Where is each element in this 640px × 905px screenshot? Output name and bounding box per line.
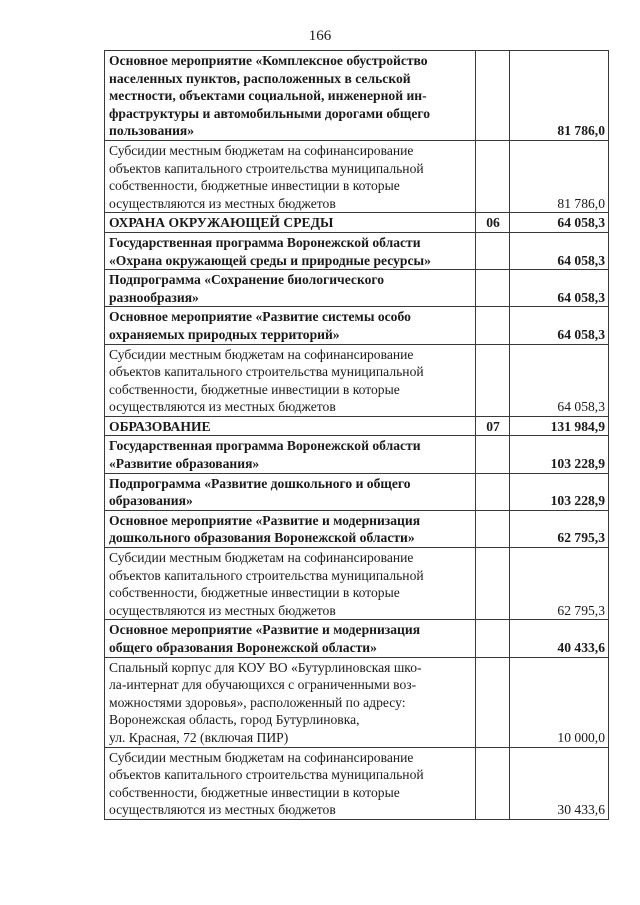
row-name: Субсидии местным бюджетам на софинансирование объектов капитального строительства муниципальной собственности, бюджетные инвестиции в которые осуществляются из местных бюджетов [105,140,476,212]
row-name: Основное мероприятие «Развитие системы особо охраняемых природных территорий» [105,307,476,344]
table-row [105,657,609,747]
row-code [476,232,510,269]
table-row [105,270,609,307]
row-code [476,344,510,416]
row-amount: 64 058,3 [510,307,609,344]
page-number: 166 [308,28,332,44]
row-code [476,51,510,141]
section-row [105,416,609,436]
table-row [105,473,609,510]
table-row [105,548,609,620]
row-code [476,657,510,747]
row-name: Государственная программа Воронежской области «Охрана окружающей среды и природные ресурсы» [105,232,476,269]
section-row [105,213,609,233]
section-code: 06 [476,213,510,233]
row-amount: 30 433,6 [510,747,609,819]
row-amount: 103 228,9 [510,436,609,473]
section-title: ОБРАЗОВАНИЕ [105,416,476,436]
row-amount: 62 795,3 [510,548,609,620]
row-code [476,270,510,307]
row-name: Субсидии местным бюджетам на софинансирование объектов капитального строительства муниципальной собственности, бюджетные инвестиции в которые осуществляются из местных бюджетов [105,747,476,819]
row-name: Подпрограмма «Развитие дошкольного и общего образования» [105,473,476,510]
row-code [476,140,510,212]
row-code [476,307,510,344]
row-code [476,436,510,473]
table-row [105,620,609,657]
table-row [105,140,609,212]
row-amount: 40 433,6 [510,620,609,657]
row-name: Спальный корпус для КОУ ВО «Бутурлиновская шко- ла-интернат для обучающихся с ограниченными воз- можностями здоровья», расположенный по адресу: Воронежская область, город Бутурлиновка, ул. Красная, 72 (включая ПИР) [105,657,476,747]
section-amount: 131 984,9 [510,416,609,436]
row-amount: 62 795,3 [510,510,609,547]
row-code [476,510,510,547]
section-title: ОХРАНА ОКРУЖАЮЩЕЙ СРЕДЫ [105,213,476,233]
row-amount: 64 058,3 [510,232,609,269]
table-row [105,307,609,344]
row-name: Субсидии местным бюджетам на софинансирование объектов капитального строительства муниципальной собственности, бюджетные инвестиции в которые осуществляются из местных бюджетов [105,548,476,620]
row-code [476,473,510,510]
row-amount: 64 058,3 [510,270,609,307]
row-amount: 10 000,0 [510,657,609,747]
row-name: Основное мероприятие «Комплексное обустройство населенных пунктов, расположенных в сельской местности, объектами социальной, инженерной ин- фраструктуры и автомобильными дорогами общего пользования» [105,51,476,141]
row-name: Субсидии местным бюджетам на софинансирование объектов капитального строительства муниципальной собственности, бюджетные инвестиции в которые осуществляются из местных бюджетов [105,344,476,416]
row-amount: 64 058,3 [510,344,609,416]
table-row [105,436,609,473]
row-amount: 81 786,0 [510,140,609,212]
row-name: Государственная программа Воронежской области «Развитие образования» [105,436,476,473]
table-row [105,344,609,416]
table-row [105,510,609,547]
table-row [105,232,609,269]
row-amount: 103 228,9 [510,473,609,510]
table-row [105,747,609,819]
section-code: 07 [476,416,510,436]
table-row [105,51,609,141]
budget-table [104,50,609,820]
section-amount: 64 058,3 [510,213,609,233]
row-code [476,747,510,819]
row-code [476,620,510,657]
row-name: Основное мероприятие «Развитие и модернизация общего образования Воронежской области» [105,620,476,657]
row-name: Основное мероприятие «Развитие и модернизация дошкольного образования Воронежской области» [105,510,476,547]
row-amount: 81 786,0 [510,51,609,141]
row-name: Подпрограмма «Сохранение биологического разнообразия» [105,270,476,307]
row-code [476,548,510,620]
